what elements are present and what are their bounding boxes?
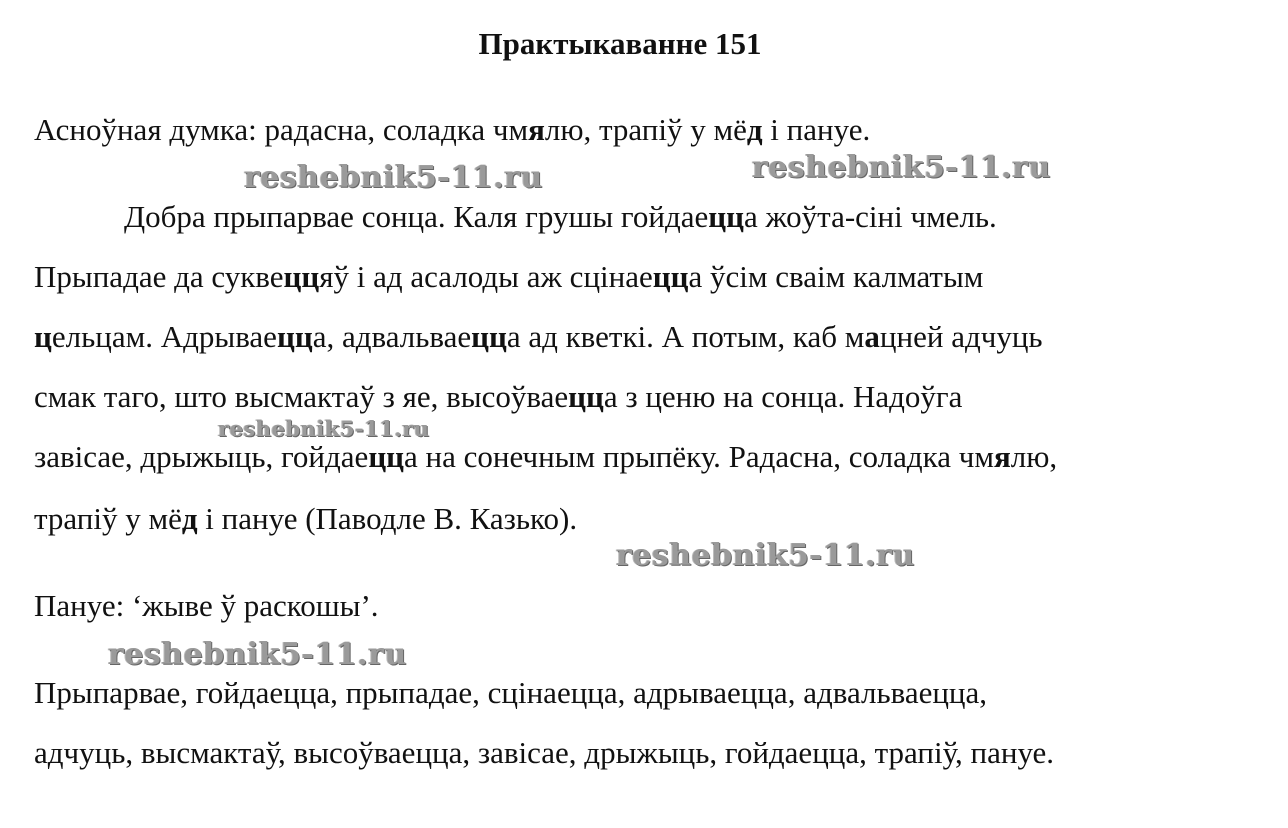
- passage-line: завісае, дрыжыць, гойдаецца на сонечным прыпёку. Радасна, соладка чмялю,: [34, 439, 1058, 474]
- page-title: Практыкаванне 151: [478, 26, 762, 61]
- main-idea-label: Асноўная думка:: [34, 112, 257, 147]
- watermark: reshebnik5-11.ru: [108, 637, 407, 672]
- passage-line: цельцам. Адрываецца, адвальваецца ад кветкі. А потым, каб мацней адчуць: [34, 319, 1043, 354]
- watermark: reshebnik5-11.ru: [752, 150, 1051, 185]
- watermark: reshebnik5-11.ru: [244, 160, 543, 195]
- passage-line: трапіў у мёд і пануе (Паводле В. Казько).: [34, 501, 578, 536]
- verbs-line: Прыпарвае, гойдаецца, прыпадае, сцінаецца, адрываецца, адвальваецца,: [34, 675, 988, 710]
- definition-line: Пануе: ‘жыве ў раскошы’.: [34, 588, 379, 623]
- passage-line: Добра прыпарвае сонца. Каля грушы гойдаецца жоўта-сіні чмель.: [124, 199, 997, 234]
- watermark: reshebnik5-11.ru: [218, 416, 430, 441]
- passage-line: Прыпадае да суквеццяў і ад асалоды аж сцінаецца ўсім сваім калматым: [34, 259, 984, 294]
- verbs-line: адчуць, высмактаў, высоўваецца, завісае, дрыжыць, гойдаецца, трапіў, пануе.: [34, 735, 1055, 770]
- watermark: reshebnik5-11.ru: [616, 538, 915, 573]
- main-idea-line: Асноўная думка: радасна, соладка чмялю, трапіў у мёд і пануе.: [34, 112, 871, 147]
- passage-line: смак таго, што высмактаў з яе, высоўваецца з ценю на сонца. Надоўга: [34, 379, 963, 414]
